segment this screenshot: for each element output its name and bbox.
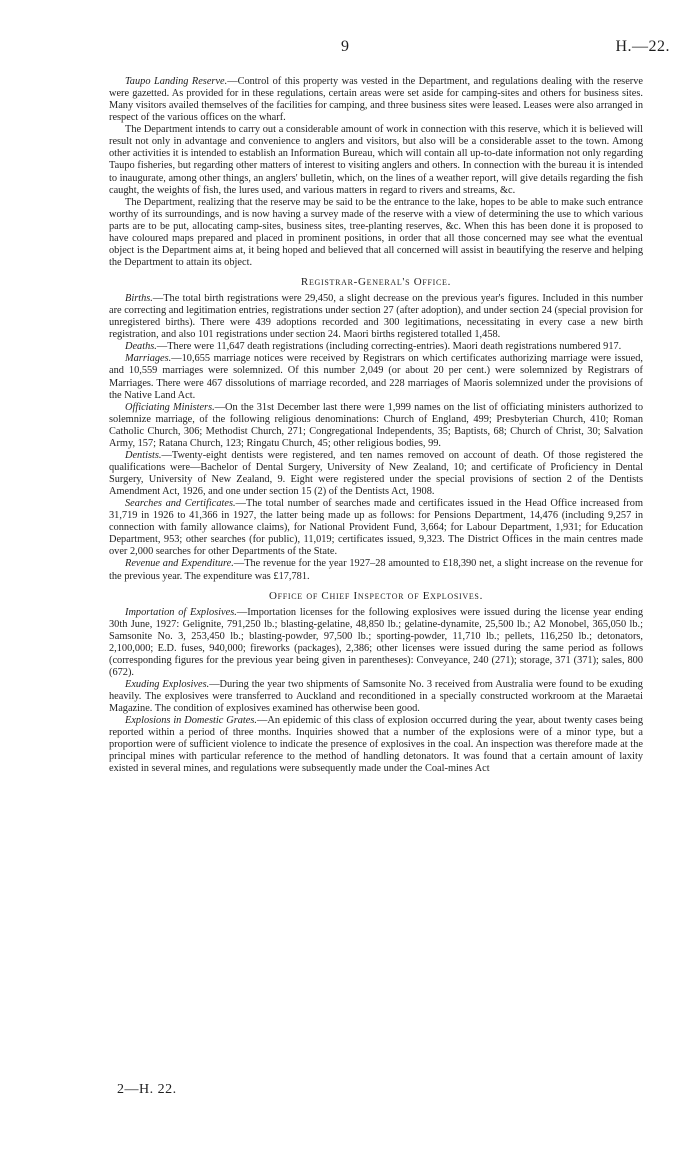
body-text (109, 76, 643, 776)
paragraph-exuding (109, 679, 643, 715)
paragraph-title: Deaths. (125, 341, 157, 353)
page-header (0, 34, 700, 58)
paragraph-text: —Importation licenses for the following explosives were issued during the license year ending 30th June, 1927: Gelignite, 791,250 lb.; blasting-gelatine, 48,850 lb.; gelatine-dynamite, 25,500 lb.; A2 Monobel, 365,050 lb.; Samsonite No. 3, 253,450 lb.; blasting-powder, 97,500 lb.; sporting-powder, 11,710 lb.; pellets, 116,250 lb.; detonators, 2,100,000; E.D. fuses, 940,000; fireworks (packages), 2,386; other licenses were issued during the same period as follows (corresponding figures for the previous year being given in parentheses): Conveyance, 240 (271); storage, 371 (371); sales, 800 (672). (109, 606, 643, 678)
paragraph-deaths (109, 341, 643, 353)
paragraph-title: Births. (125, 293, 153, 305)
paragraph-domestic-grates (109, 715, 643, 775)
paragraph-title: Officiating Ministers. (125, 401, 215, 413)
paragraph-title: Dentists. (125, 449, 162, 461)
section-heading-registrar-general: Registrar-General's Office. (300, 276, 452, 288)
signature-mark: 2—H. 22. (117, 1082, 177, 1097)
paragraph-text: —On the 31st December last there were 1,999 names on the list of officiating ministers authorized to solemnize marriage, of the following religious denominations: Church of England, 499; Presbyterian Church, 410; Roman Catholic Church, 306; Methodist Church, 271; Congregational Independents, 35; Baptists, 68; Church of Christ, 30; Salvation Army, 157; Ratana Church, 123; Ringatu Church, 45; other religious bodies, 99. (109, 401, 643, 449)
paragraph-title: Taupo Landing Reserve. (125, 76, 228, 87)
paragraph-searches-certificates (109, 498, 643, 558)
paragraph-dentists (109, 450, 643, 498)
paragraph-births (109, 293, 643, 341)
paragraph-text: —Twenty-eight dentists were registered, and ten names removed on account of death. Of those registered the qualifications were—Bachelor of Dental Surgery, University of New Zealand, 10; and certificate of Proficiency in Dental Surgery, University of New Zealand, 9. Eight were registered under the special provisions of section 2 of the Dentists Amendment Act, 1926, and one under section 15 (2) of the Dentists Act, 1908. (109, 449, 643, 498)
page-number: 9 (341, 38, 349, 55)
paragraph-title: Exuding Explosives. (125, 679, 210, 690)
paragraph-title: Importation of Explosives. (125, 606, 237, 618)
paragraph-importation (109, 607, 643, 679)
paragraph-taupo-landing-reserve (109, 76, 643, 124)
paragraph-marriages (109, 353, 643, 401)
paragraph-revenue-expenditure (109, 558, 643, 582)
paragraph-text: —The total number of searches made and certificates issued in the Head Office increased from 31,719 in 1926 to 41,366 in 1927, the latter being made up as follows: for Pensions Department, 14,476 (including 9,257 in connection with family allowance claims), for National Provident Fund, 3,664; for Labour Department, 1,931; for Education Department, 953; other searches (for public), 11,019; certificates issued, 9,323. The District Offices in the main centres made over 2,000 searches for other Departments of the State. (109, 498, 643, 558)
paragraph-text: —There were 11,647 death registrations (including correcting-entries). Maori death registrations numbered 917. (156, 341, 622, 353)
paragraph-text: —The revenue for the year 1927–28 amounted to £18,390 net, a slight increase on the revenue for the previous year. The expenditure was £17,781. (109, 558, 643, 582)
paragraph-officiating-ministers (109, 402, 643, 450)
section-heading-chief-inspector-explosives: Office of Chief Inspector of Explosives. (268, 589, 484, 602)
paragraph-text: —10,655 marriage notices were received by Registrars on which certificates authorizing marriage were issued, and 10,559 marriages were solemnized. Of this number 2,049 (or about 20 per cent.) were solemnized by Registrars of Marriages. There were 467 dissolutions of marriage recorded, and 228 marriages of Maoris solemnized under the provisions of the Native Land Act. (109, 353, 643, 401)
paragraph-taupo-survey: The Department, realizing that the reserve may be said to be the entrance to the lake, hopes to be able to make such entrance worthy of its surroundings, and is now having a survey made of the reserve with a view of determining the use to which various parts are to be put, allocating camp-sites, business sites, tree-planting reserves, &c. When this has been done it is proposed to have coloured maps prepared and placed in prominent positions, in order that all those concerned may see what the eventual object is the Department aims at, it being hoped and believed that all concerned will assist in beautifying the reserve and helping the Department to attain its object. (109, 196, 643, 268)
paragraph-taupo-plans: The Department intends to carry out a considerable amount of work in connection with this reserve, which it is believed will result not only in advantage and convenience to anglers and visitors, but also will be a considerable asset to the town. Among other activities it is intended to establish an Information Bureau, which will contain all up-to-date information not only regarding Taupo fisheries, but regarding other matters of interest to visiting anglers and others. In connection with the bureau it is intended to inaugurate, among other things, an anglers' bulletin, which, on the lines of a weather report, will give details regarding the fish caught, the weights of fish, the lures used, and various matters in regard to rivers and streams, &c. (109, 124, 644, 196)
paragraph-text: —The total birth registrations were 29,450, a slight decrease on the previous year's figures. Included in this number are correcting and legitimation entries, registrations under section 27 (after adoption), and under section 24 (special provision for unregistered births). There were 439 adoptions recorded and 300 legitimations, necessitating in every case a new birth registration, and also 101 registrations under section 24. Maori births registered totalled 1,458. (109, 293, 643, 341)
paragraph-text: —During the year two shipments of Samsonite No. 3 received from Australia were found to be exuding heavily. The explosives were transferred to Auckland and reconditioned in a specially constructed workroom at the Maraetai Magazine. The condition of explosives examined has otherwise been good. (109, 679, 643, 715)
report-code: H.—22. (615, 38, 670, 55)
paragraph-text: —An epidemic of this class of explosion occurred during the year, about twenty cases being reported within a period of three months. Inquiries showed that a number of the explosions were of a minor type, but a proportion were of sufficient violence to indicate the presence of explosives in the coal. An inspection was therefore made at the principal mines with particular reference to the method of handling detonators. It was found that a certain amount of laxity existed in several mines, and regulations were subsequently made under the Coal-mines Act (109, 715, 643, 775)
paragraph-title: Revenue and Expenditure. (125, 558, 234, 570)
paragraph-title: Marriages. (125, 353, 172, 365)
paragraph-title: Explosions in Domestic Grates. (125, 715, 258, 727)
paragraph-title: Searches and Certificates. (125, 498, 236, 510)
paragraph-text: —Control of this property was vested in the Department, and regulations dealing with the reserve were gazetted. As provided for in these regulations, certain areas were set aside for camping-sites and others for business sites. Many visitors availed themselves of the facilities for camping, and three business sites were leased. Leases were also arranged in respect of the various offices on the wharf. (109, 76, 644, 124)
